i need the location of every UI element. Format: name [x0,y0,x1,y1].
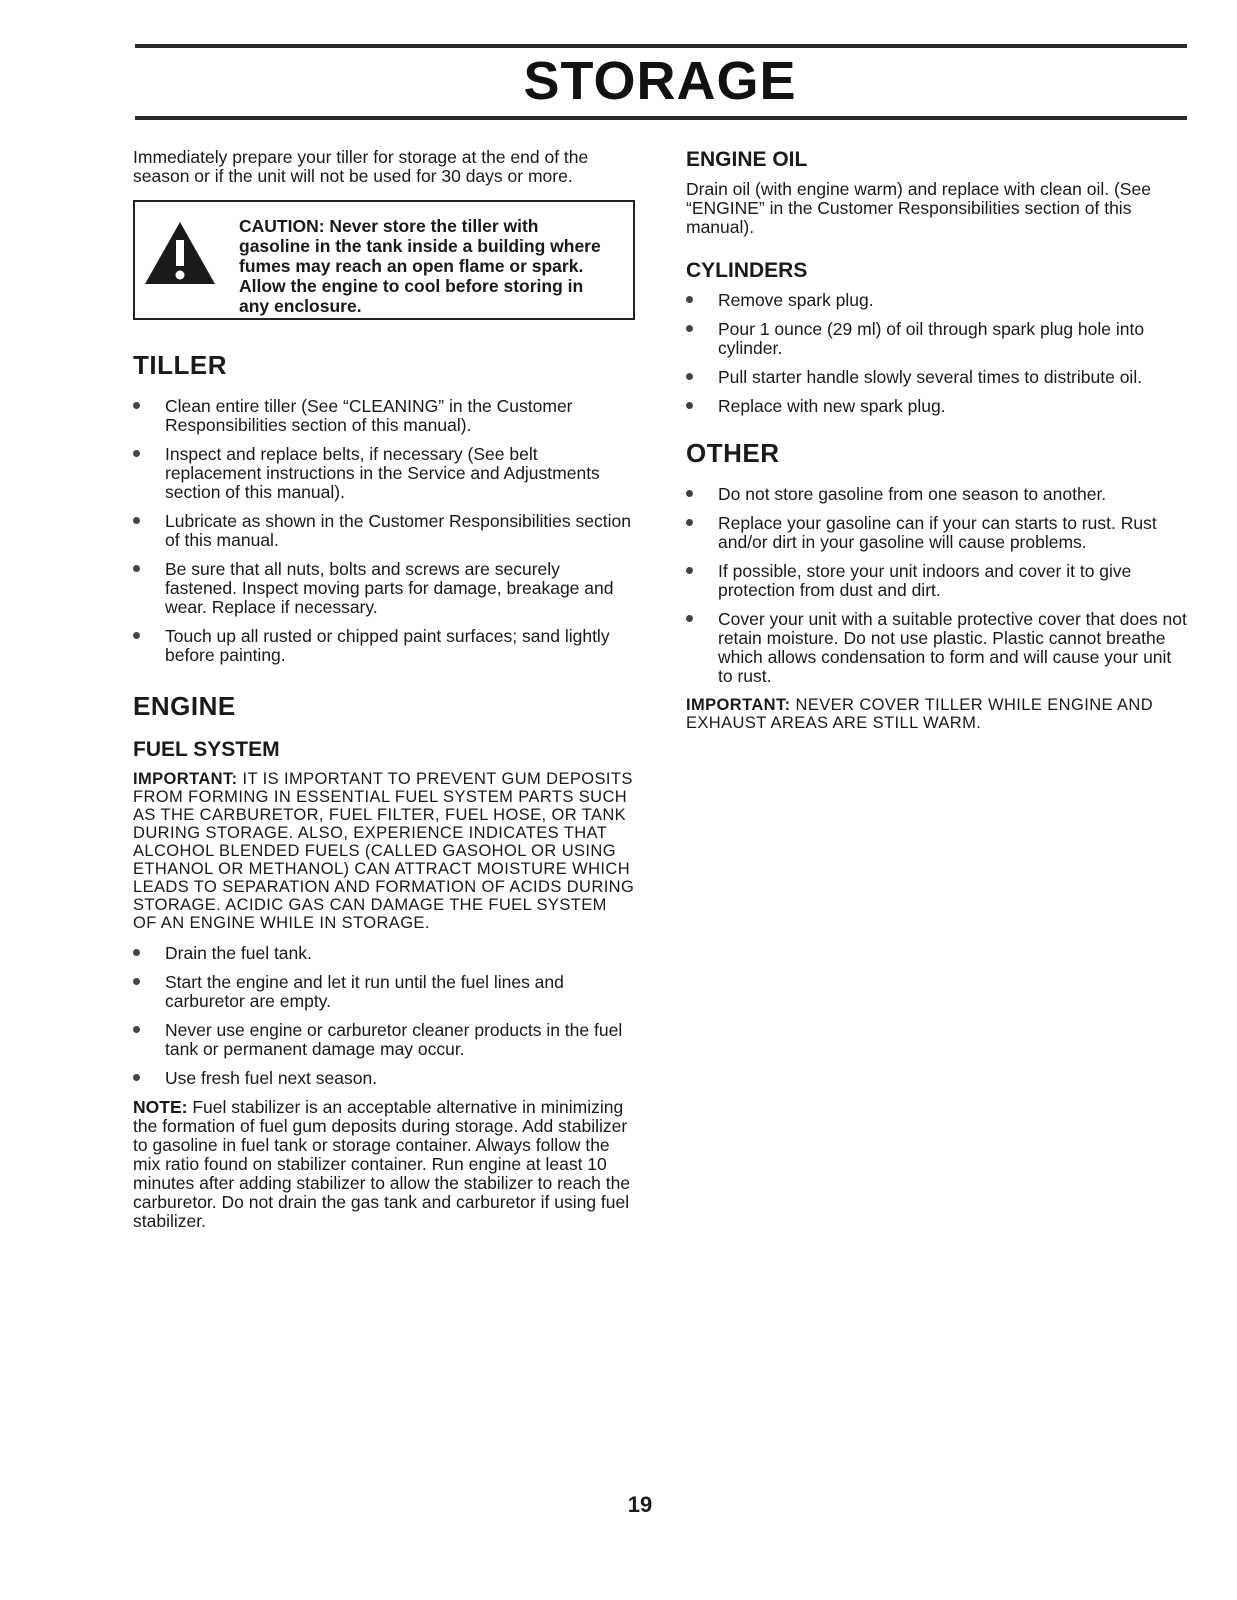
list-item: Be sure that all nuts, bolts and screws are securely fastened. Inspect moving parts for damage, breakage and wear. Replace if necessary. [133,560,635,617]
cylinders-heading: CYLINDERS [686,259,808,282]
list-item: Never use engine or carburetor cleaner products in the fuel tank or permanent damage may occur. [133,1021,635,1059]
title-bottom-rule [135,116,1187,120]
bullet-icon [686,490,693,497]
fuel-system-heading: FUEL SYSTEM [133,738,280,761]
list-item: Start the engine and let it run until the fuel lines and carburetor are empty. [133,973,635,1011]
bullet-icon [133,517,140,524]
list-item: Pull starter handle slowly several times to distribute oil. [686,368,1188,387]
engine-oil-text: Drain oil (with engine warm) and replace with clean oil. (See “ENGINE” in the Customer Responsibilities section of this manual). [686,179,1151,237]
list-item: Use fresh fuel next season. [133,1069,635,1088]
bullet-icon [686,567,693,574]
other-list [686,485,1188,686]
page-title: STORAGE [523,51,797,111]
other-heading: OTHER [686,438,780,468]
bullet-icon [133,450,140,457]
tiller-list [133,397,635,665]
page-number: 19 [627,1492,653,1517]
right-column [686,148,1188,744]
list-item: Clean entire tiller (See “CLEANING” in the Customer Responsibilities section of this manual). [133,397,635,435]
top-rule [135,44,1187,48]
intro-text: Immediately prepare your tiller for storage at the end of the season or if the unit will not be used for 30 days or more. [133,147,589,186]
bullet-icon [133,949,140,956]
list-item: Cover your unit with a suitable protective cover that does not retain moisture. Do not use plastic. Plastic cannot breathe which allows condensation to form and will cause your unit to rust. [686,610,1188,686]
bullet-icon [133,632,140,639]
fuel-note-text: NOTE: Fuel stabilizer is an acceptable alternative in minimizing the formation of fuel gum deposits during storage. Add stabilizer to gasoline in fuel tank or storage container. Always follow the mix ratio found on stabilizer container. Run engine at least 10 minutes after adding stabilizer to allow the stabilizer to reach the carburetor. Do not drain the gas tank and carburetor if using fuel stabilizer. [133,1097,631,1231]
bullet-icon [133,565,140,572]
list-item: Lubricate as shown in the Customer Responsibilities section of this manual. [133,512,635,550]
list-item: Pour 1 ounce (29 ml) of oil through spark plug hole into cylinder. [686,320,1188,358]
bullet-icon [133,1026,140,1033]
fuel-system-list [133,944,635,1088]
caution-box [133,200,635,320]
list-item: Drain the fuel tank. [133,944,635,963]
bullet-icon [686,615,693,622]
list-item: Do not store gasoline from one season to another. [686,485,1188,504]
bullet-icon [133,402,140,409]
bullet-icon [686,373,693,380]
warning-triangle-icon [143,220,217,286]
engine-oil-heading: ENGINE OIL [686,148,808,171]
bullet-icon [686,325,693,332]
list-item: Remove spark plug. [686,291,1188,310]
bullet-icon [686,402,693,409]
other-important-text: IMPORTANT: NEVER COVER TILLER WHILE ENGINE AND EXHAUST AREAS ARE STILL WARM. [686,696,1154,732]
list-item: Touch up all rusted or chipped paint surfaces; sand lightly before painting. [133,627,635,665]
bullet-icon [686,296,693,303]
fuel-important-text: IMPORTANT: IT IS IMPORTANT TO PREVENT GUM DEPOSITS FROM FORMING IN ESSENTIAL FUEL SYSTEM PARTS SUCH AS THE CARBURETOR, FUEL FILTER, FUEL HOSE, OR TANK DURING STORAGE. ALSO, EXPERIENCE INDICATES THAT ALCOHOL BLENDED FUELS (CALLED GASOHOL OR USING ETHANOL OR METHANOL) CAN ATTRACT MOISTURE WHICH LEADS TO SEPARATION AND FORMATION OF ACIDS DURING STORAGE. ACIDIC GAS CAN DAMAGE THE FUEL SYSTEM OF AN ENGINE WHILE IN STORAGE. [133,770,635,932]
caution-text: CAUTION: Never store the tiller with gasoline in the tank inside a building where fumes may reach an open flame or spark. Allow the engine to cool before storing in any enclosure. [239,216,601,316]
cylinders-list [686,291,1188,416]
list-item: Replace your gasoline can if your can starts to rust. Rust and/or dirt in your gasoline will cause problems. [686,514,1188,552]
left-column [133,148,635,1231]
bullet-icon [133,1074,140,1081]
list-item: Inspect and replace belts, if necessary (See belt replacement instructions in the Service and Adjustments section of this manual). [133,445,635,502]
list-item: If possible, store your unit indoors and cover it to give protection from dust and dirt. [686,562,1188,600]
tiller-heading: TILLER [133,350,227,380]
list-item: Replace with new spark plug. [686,397,1188,416]
bullet-icon [133,978,140,985]
bullet-icon [686,519,693,526]
engine-heading: ENGINE [133,691,236,721]
